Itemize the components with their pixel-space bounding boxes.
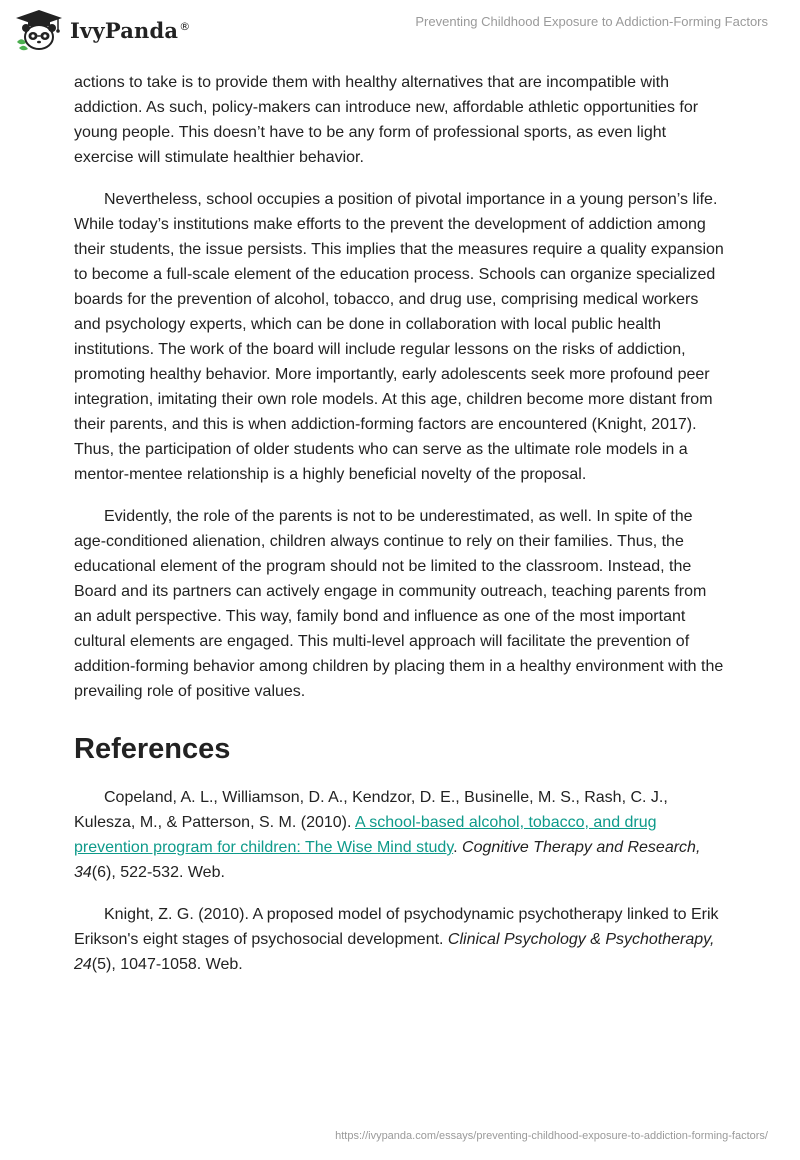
panda-graduate-icon	[14, 8, 64, 52]
reference-authors: Copeland, A. L., Williamson, D. A., Kendzor, D. E., Businelle, M. S., Rash, C. J., Kulesza, M., & Patterson, S. M. (2010).	[74, 789, 668, 831]
page-header	[0, 0, 800, 64]
body-paragraph: Evidently, the role of the parents is not to be underestimated, as well. In spite of the age-conditioned alienation, children always continue to rely on their families. Thus, the educational element of the program should not be limited to the classroom. Instead, the Board and its partners can actively engage in community outreach, teaching parents from an adult perspective. This way, family bond and influence as one of the most important cultural elements are engaged. This multi-level approach will facilitate the prevention of addition-forming behavior among children by placing them in a healthy environment with the prevailing role of positive values.	[74, 508, 724, 700]
footer-url[interactable]: https://ivypanda.com/essays/preventing-childhood-exposure-to-addiction-forming-factors/	[335, 1130, 768, 1142]
reference-authors: Knight, Z. G. (2010). A proposed model of psychodynamic psychotherapy linked to Erik Erikson's eight stages of psychosocial development.	[74, 906, 719, 948]
body-paragraph: actions to take is to provide them with healthy alternatives that are incompatible with addiction. As such, policy-makers can introduce new, affordable athletic opportunities for young people. This doesn’t have to be any form of professional sports, as even light exercise will stimulate healthier behavior.	[74, 74, 699, 166]
reference-link[interactable]: A school-based alcohol, tobacco, and drug prevention program for children: The Wise Mind study	[74, 814, 657, 856]
reference-journal: Clinical Psychology & Psychotherapy, 24	[74, 931, 715, 973]
essay-content	[74, 70, 728, 994]
reference-details: (5), 1047-1058. Web.	[91, 956, 243, 973]
reference-item	[74, 902, 728, 977]
reference-journal: Cognitive Therapy and Research, 34	[74, 839, 701, 881]
document-title: Preventing Childhood Exposure to Addiction-Forming Factors	[415, 14, 768, 29]
site-logo[interactable]	[14, 8, 190, 52]
reference-item	[74, 785, 728, 885]
body-paragraph: Nevertheless, school occupies a position of pivotal importance in a young person’s life. While today’s institutions make efforts to the prevent the development of addiction among their students, the issue persists. This implies that the measures require a quality expansion to become a full-scale element of the education process. Schools can organize specialized boards for the prevention of alcohol, tobacco, and drug use, comprising medical workers and psychology experts, which can be done in collaboration with local public health institutions. The work of the board will include regular lessons on the risks of addiction, promoting healthy behavior. More importantly, early adolescents seek more profound peer integration, imitating their own role models. At this age, children become more distant from their parents, and this is when addiction-forming factors are encountered (Knight, 2017). Thus, the participation of older students who can serve as the ultimate role models in a mentor-mentee relationship is a highly beneficial novelty of the proposal.	[74, 191, 724, 483]
references-heading: References	[74, 733, 231, 765]
logo-wordmark: IvyPanda®	[70, 17, 191, 43]
reference-punct: .	[453, 839, 463, 856]
reference-details: (6), 522-532. Web.	[91, 864, 225, 881]
